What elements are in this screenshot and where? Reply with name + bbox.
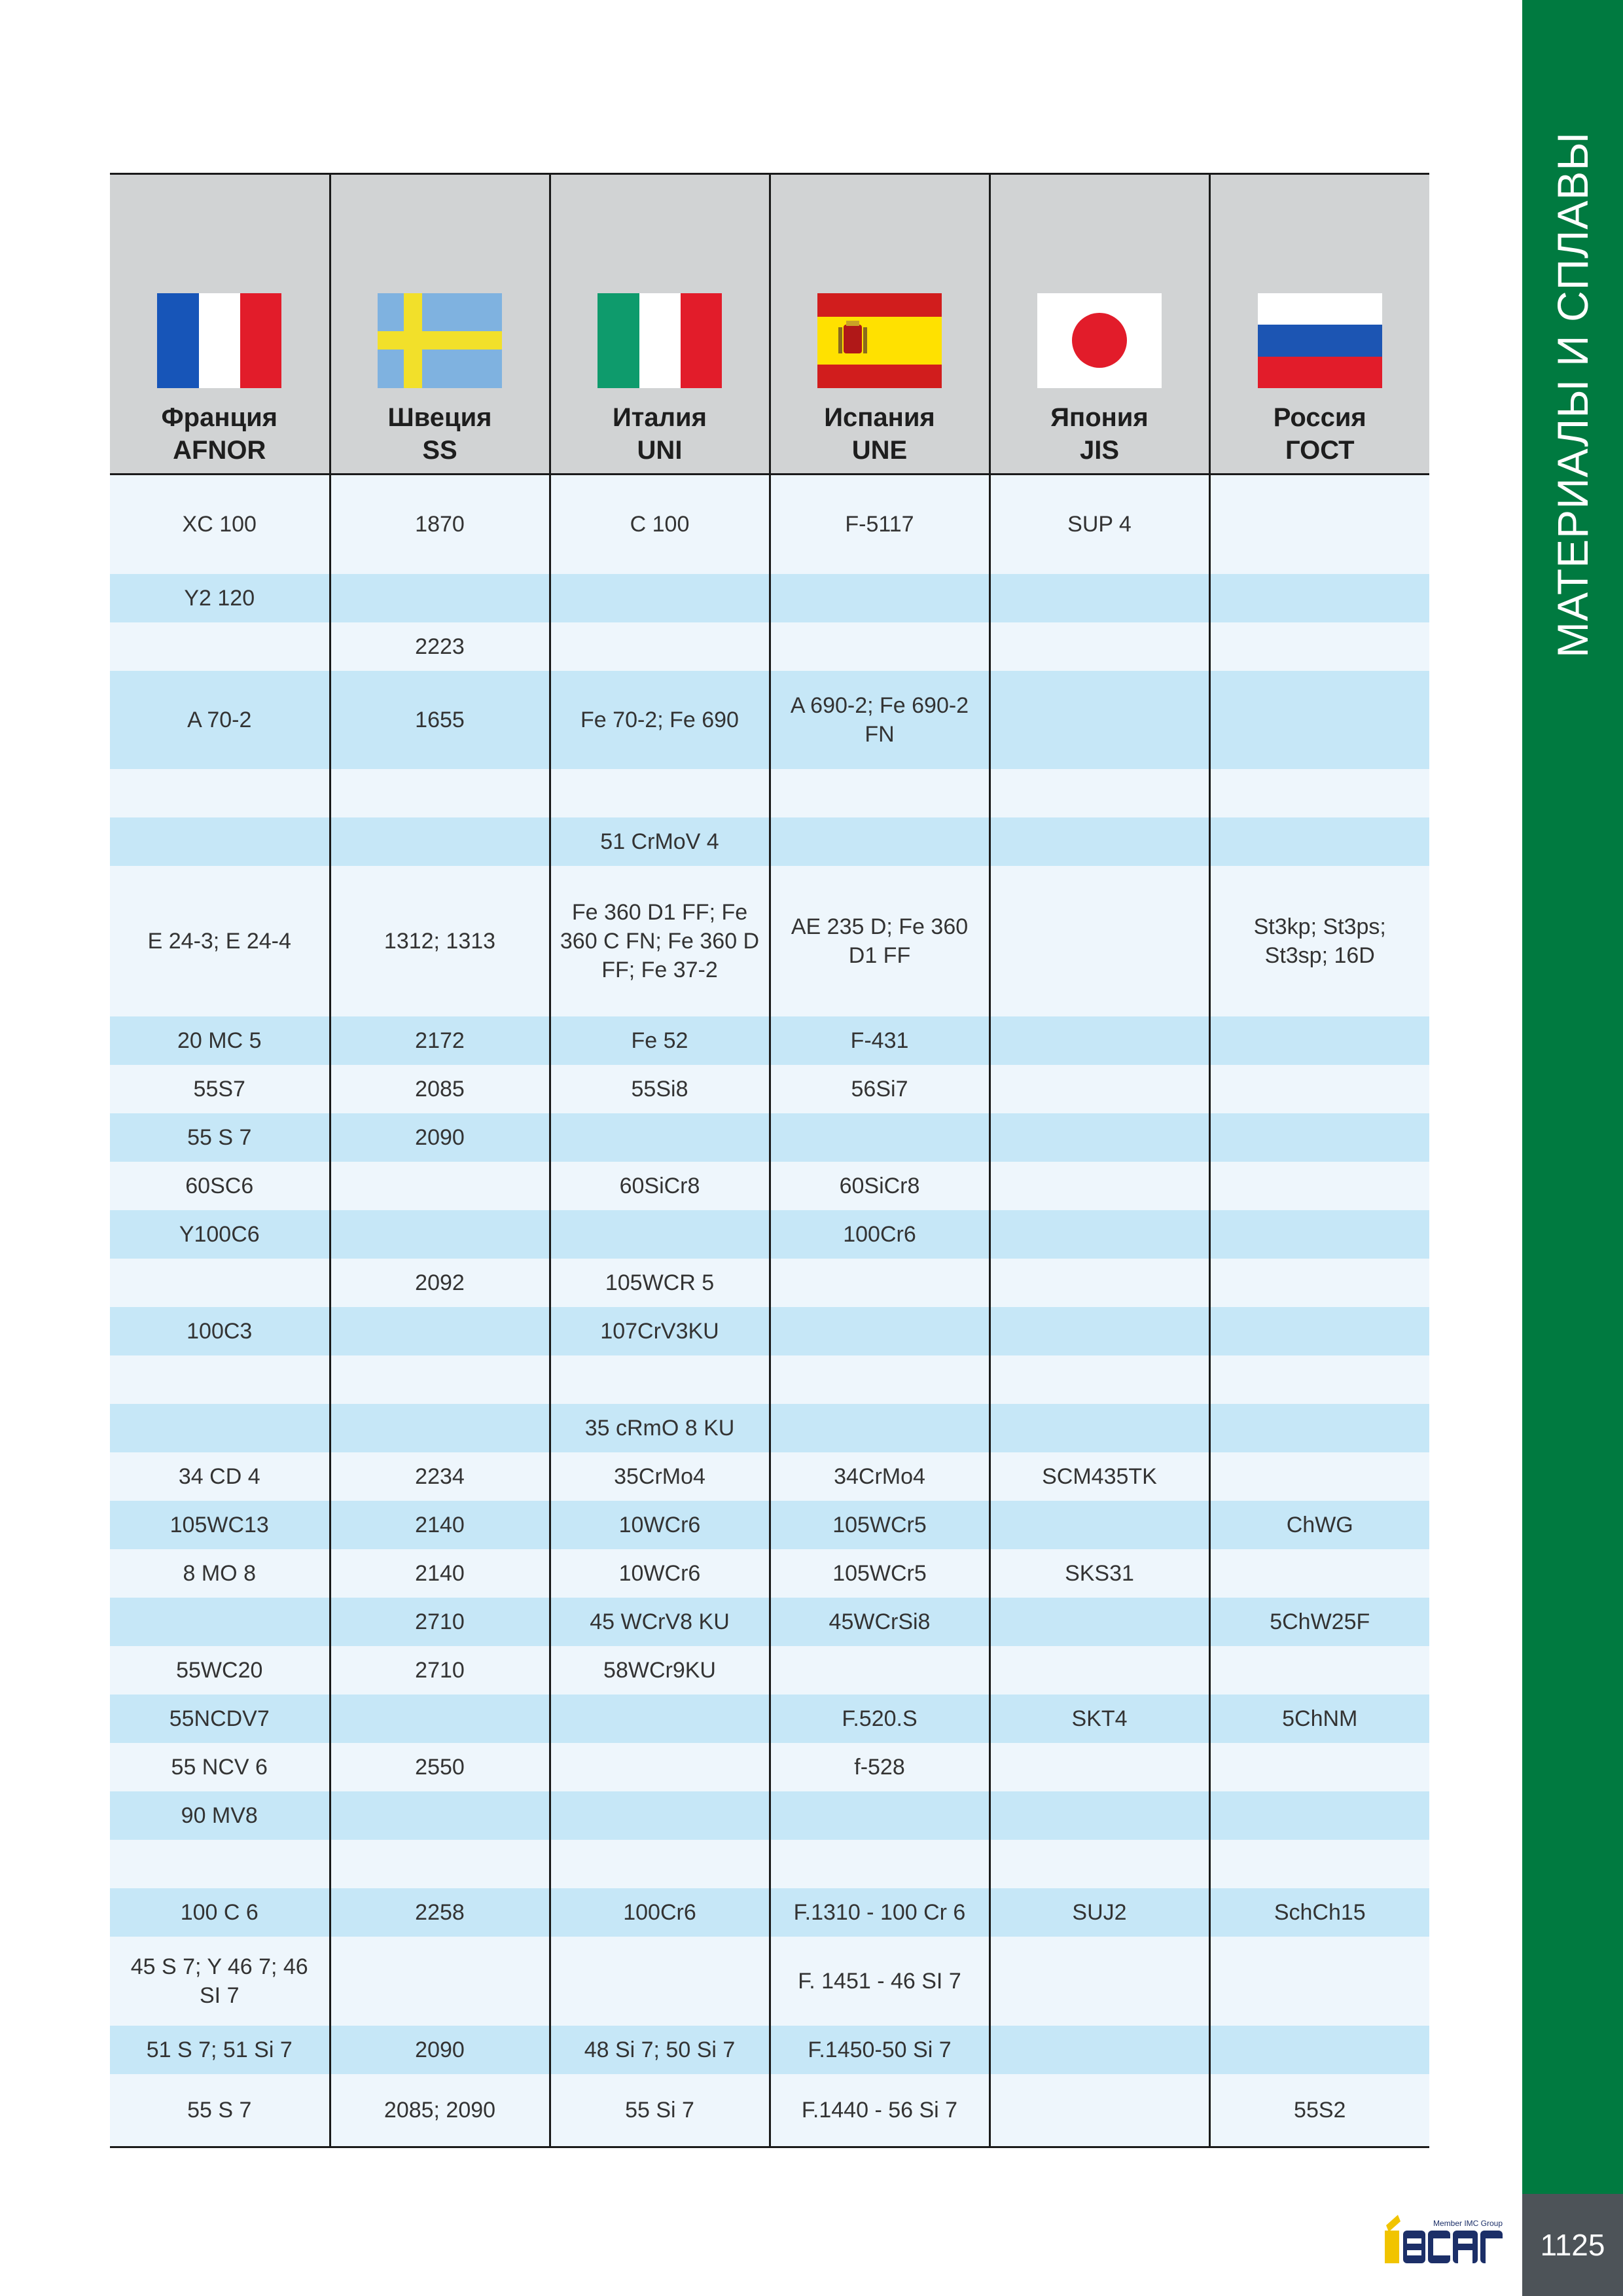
table-row [110, 1210, 1429, 1259]
table-cell [1209, 475, 1429, 574]
table-cell [110, 817, 330, 866]
table-cell [110, 1355, 330, 1404]
table-cell [990, 1937, 1209, 2026]
table-cell: 8 MO 8 [110, 1549, 330, 1598]
table-cell [990, 1743, 1209, 1791]
table-row [110, 1113, 1429, 1162]
table-cell [1209, 1016, 1429, 1065]
table-cell: SKT4 [990, 1695, 1209, 1743]
table-cell: 56Si7 [770, 1065, 990, 1113]
table-cell [550, 1743, 770, 1791]
table-cell [1209, 1162, 1429, 1210]
column-country: Япония [1050, 403, 1149, 432]
table-cell: 55 S 7 [110, 2074, 330, 2147]
table-cell: SCM435TK [990, 1452, 1209, 1501]
table-cell: 2234 [330, 1452, 550, 1501]
table-cell [1209, 1646, 1429, 1695]
table-cell: Y2 120 [110, 574, 330, 622]
column-country: Франция [161, 403, 277, 432]
table-cell: 48 Si 7; 50 Si 7 [550, 2026, 770, 2074]
table-cell: 2550 [330, 1743, 550, 1791]
table-cell [1209, 1307, 1429, 1355]
table-cell [770, 1404, 990, 1452]
table-row [110, 1791, 1429, 1840]
table-row [110, 1695, 1429, 1743]
table-cell [1209, 1259, 1429, 1307]
table-cell: 5ChNM [1209, 1695, 1429, 1743]
table-cell: 2172 [330, 1016, 550, 1065]
table-row [110, 866, 1429, 1016]
table-cell: 10WCr6 [550, 1549, 770, 1598]
table-cell: 2258 [330, 1888, 550, 1937]
table-cell: 60SiCr8 [550, 1162, 770, 1210]
column-header-france [110, 174, 330, 475]
table-cell: Y100C6 [110, 1210, 330, 1259]
france-flag-icon [157, 293, 281, 388]
column-standard: UNI [637, 436, 683, 465]
table-row [110, 1452, 1429, 1501]
table-cell: 100 C 6 [110, 1888, 330, 1937]
table-cell: SKS31 [990, 1549, 1209, 1598]
column-standard: AFNOR [173, 436, 266, 465]
table-cell [330, 1210, 550, 1259]
table-cell: 100Cr6 [550, 1888, 770, 1937]
table-cell [330, 574, 550, 622]
table-cell [1209, 1113, 1429, 1162]
table-cell [990, 1259, 1209, 1307]
table-cell: 55S2 [1209, 2074, 1429, 2147]
table-cell [770, 574, 990, 622]
table-cell: 60SC6 [110, 1162, 330, 1210]
table-cell: C 100 [550, 475, 770, 574]
table-cell [1209, 1404, 1429, 1452]
table-cell [550, 1937, 770, 2026]
table-row [110, 1888, 1429, 1937]
table-cell [1209, 1549, 1429, 1598]
table-row [110, 671, 1429, 769]
table-cell: 100Cr6 [770, 1210, 990, 1259]
table-cell: 2140 [330, 1549, 550, 1598]
table-cell: Fe 360 D1 FF; Fe 360 C FN; Fe 360 D FF; Fe 37-2 [550, 866, 770, 1016]
table-cell [550, 769, 770, 817]
table-cell: XC 100 [110, 475, 330, 574]
table-cell [990, 817, 1209, 866]
table-cell [110, 1259, 330, 1307]
table-row [110, 1162, 1429, 1210]
table-cell: 55NCDV7 [110, 1695, 330, 1743]
column-standard: SS [422, 436, 457, 465]
table-cell: 105WC13 [110, 1501, 330, 1549]
table-cell: F.1450-50 Si 7 [770, 2026, 990, 2074]
table-cell [990, 1307, 1209, 1355]
table-cell [550, 1113, 770, 1162]
table-cell [770, 1113, 990, 1162]
table-cell [110, 1404, 330, 1452]
table-cell [110, 769, 330, 817]
table-row [110, 1355, 1429, 1404]
table-cell [990, 671, 1209, 769]
table-cell: f-528 [770, 1743, 990, 1791]
table-cell [110, 1840, 330, 1888]
table-row [110, 2026, 1429, 2074]
table-cell [770, 1355, 990, 1404]
table-cell [1209, 1743, 1429, 1791]
table-cell [990, 1113, 1209, 1162]
table-cell: F.1310 - 100 Cr 6 [770, 1888, 990, 1937]
table-cell: 51 S 7; 51 Si 7 [110, 2026, 330, 2074]
table-cell [330, 817, 550, 866]
column-standard: ГОСТ [1285, 436, 1355, 465]
table-cell [550, 622, 770, 671]
column-country: Италия [613, 403, 707, 432]
table-cell: ChWG [1209, 1501, 1429, 1549]
table-cell: F-431 [770, 1016, 990, 1065]
table-cell [330, 1695, 550, 1743]
table-cell [1209, 1840, 1429, 1888]
table-cell: 10WCr6 [550, 1501, 770, 1549]
table-cell [990, 769, 1209, 817]
table-cell [770, 1840, 990, 1888]
logo-brand: iscar [1381, 2212, 1383, 2213]
table-cell [330, 1307, 550, 1355]
column-standard: JIS [1079, 436, 1120, 465]
materials-table-wrapper [110, 173, 1429, 2148]
table-cell: SUP 4 [990, 475, 1209, 574]
table-cell [110, 622, 330, 671]
table-cell: 35CrMo4 [550, 1452, 770, 1501]
column-standard: UNE [851, 436, 908, 465]
table-cell: 58WCr9KU [550, 1646, 770, 1695]
table-cell: 90 MV8 [110, 1791, 330, 1840]
table-cell [990, 1016, 1209, 1065]
table-cell [990, 622, 1209, 671]
table-cell: 2140 [330, 1501, 550, 1549]
column-country: Швеция [387, 403, 492, 432]
table-cell [770, 622, 990, 671]
table-row [110, 1501, 1429, 1549]
table-cell [990, 1598, 1209, 1646]
table-cell [1209, 1065, 1429, 1113]
table-row [110, 574, 1429, 622]
table-row [110, 1307, 1429, 1355]
table-cell: 2710 [330, 1646, 550, 1695]
table-cell [1209, 1452, 1429, 1501]
table-cell: 105WCR 5 [550, 1259, 770, 1307]
table-cell: 107CrV3KU [550, 1307, 770, 1355]
table-cell [1209, 622, 1429, 671]
table-row [110, 1937, 1429, 2026]
table-cell: 55Si8 [550, 1065, 770, 1113]
page-number: 1125 [1540, 2228, 1605, 2262]
table-cell: 55 S 7 [110, 1113, 330, 1162]
table-cell: 2090 [330, 2026, 550, 2074]
table-cell [990, 1404, 1209, 1452]
table-cell [330, 1355, 550, 1404]
table-cell: 1312; 1313 [330, 866, 550, 1016]
italy-flag-icon [597, 293, 722, 388]
table-cell: 20 MC 5 [110, 1016, 330, 1065]
column-header-japan [990, 174, 1209, 475]
table-row [110, 1646, 1429, 1695]
table-header-row [110, 174, 1429, 475]
table-cell [990, 1791, 1209, 1840]
table-cell: 45 S 7; Y 46 7; 46 SI 7 [110, 1937, 330, 2026]
column-country: Россия [1273, 403, 1366, 432]
table-row [110, 1065, 1429, 1113]
column-header-italy [550, 174, 770, 475]
spain-flag-icon [817, 293, 942, 388]
table-cell: 2085; 2090 [330, 2074, 550, 2147]
table-cell: 34CrMo4 [770, 1452, 990, 1501]
table-cell [330, 1162, 550, 1210]
table-cell: 60SiCr8 [770, 1162, 990, 1210]
table-cell: Fe 52 [550, 1016, 770, 1065]
table-cell [1209, 1937, 1429, 2026]
table-cell [990, 866, 1209, 1016]
table-cell [330, 1404, 550, 1452]
table-cell [330, 1937, 550, 2026]
table-cell: St3kp; St3ps; St3sp; 16D [1209, 866, 1429, 1016]
table-row [110, 1016, 1429, 1065]
table-cell [1209, 1791, 1429, 1840]
table-cell [1209, 817, 1429, 866]
page-number-box [1522, 2194, 1623, 2296]
table-cell [990, 1162, 1209, 1210]
table-cell [990, 574, 1209, 622]
table-row [110, 1259, 1429, 1307]
table-cell [770, 769, 990, 817]
table-cell: 1870 [330, 475, 550, 574]
table-cell: 55 NCV 6 [110, 1743, 330, 1791]
table-cell: Fe 70-2; Fe 690 [550, 671, 770, 769]
column-header-sweden [330, 174, 550, 475]
table-cell: SUJ2 [990, 1888, 1209, 1937]
table-cell: 55 Si 7 [550, 2074, 770, 2147]
table-cell: F.1440 - 56 Si 7 [770, 2074, 990, 2147]
table-cell: 2710 [330, 1598, 550, 1646]
table-cell: 5ChW25F [1209, 1598, 1429, 1646]
table-cell: 2090 [330, 1113, 550, 1162]
table-cell [330, 1840, 550, 1888]
japan-flag-icon [1037, 293, 1162, 388]
table-cell: 2092 [330, 1259, 550, 1307]
table-cell [990, 1065, 1209, 1113]
table-row [110, 1549, 1429, 1598]
table-cell: E 24-3; E 24-4 [110, 866, 330, 1016]
table-cell [770, 1259, 990, 1307]
table-cell [1209, 769, 1429, 817]
table-cell: 55WC20 [110, 1646, 330, 1695]
column-country: Испания [824, 403, 935, 432]
table-cell: 2223 [330, 622, 550, 671]
table-cell [1209, 574, 1429, 622]
table-cell [990, 1355, 1209, 1404]
table-cell [550, 1355, 770, 1404]
table-row [110, 1840, 1429, 1888]
column-header-russia [1209, 174, 1429, 475]
table-cell: SchCh15 [1209, 1888, 1429, 1937]
table-cell: 2085 [330, 1065, 550, 1113]
table-cell: F-5117 [770, 475, 990, 574]
table-row [110, 1598, 1429, 1646]
table-cell: A 70-2 [110, 671, 330, 769]
logo-tagline: Member IMC Group [1433, 2219, 1503, 2228]
table-cell: 100C3 [110, 1307, 330, 1355]
table-cell [550, 1840, 770, 1888]
table-cell: 45WCrSi8 [770, 1598, 990, 1646]
table-row [110, 769, 1429, 817]
table-row [110, 1404, 1429, 1452]
table-cell [990, 1210, 1209, 1259]
table-cell [990, 1840, 1209, 1888]
table-row [110, 2074, 1429, 2147]
table-cell: 55S7 [110, 1065, 330, 1113]
table-cell [1209, 671, 1429, 769]
table-cell: F. 1451 - 46 SI 7 [770, 1937, 990, 2026]
table-row [110, 622, 1429, 671]
table-cell: 105WCr5 [770, 1549, 990, 1598]
table-cell [1209, 1210, 1429, 1259]
table-cell: 51 CrMoV 4 [550, 817, 770, 866]
table-cell [110, 1598, 330, 1646]
table-cell [550, 1791, 770, 1840]
table-cell: A 690-2; Fe 690-2 FN [770, 671, 990, 769]
table-cell [990, 1501, 1209, 1549]
table-cell [550, 574, 770, 622]
table-row [110, 817, 1429, 866]
sweden-flag-icon [378, 293, 502, 388]
table-cell [990, 2026, 1209, 2074]
table-cell [770, 1646, 990, 1695]
table-cell: F.520.S [770, 1695, 990, 1743]
table-cell [770, 1791, 990, 1840]
russia-flag-icon [1258, 293, 1382, 388]
table-cell [770, 817, 990, 866]
table-cell [1209, 2026, 1429, 2074]
table-cell [330, 769, 550, 817]
table-cell [330, 1791, 550, 1840]
table-cell [770, 1307, 990, 1355]
materials-table [110, 173, 1429, 2148]
table-cell [550, 1695, 770, 1743]
table-row [110, 1743, 1429, 1791]
table-cell: 34 CD 4 [110, 1452, 330, 1501]
table-cell [990, 2074, 1209, 2147]
table-body [110, 475, 1429, 2147]
table-cell [1209, 1355, 1429, 1404]
column-header-spain [770, 174, 990, 475]
section-title: МАТЕРИАЛЫ И СПЛАВЫ [1548, 132, 1597, 658]
table-cell: 105WCr5 [770, 1501, 990, 1549]
table-cell: 1655 [330, 671, 550, 769]
table-row [110, 475, 1429, 574]
table-cell [550, 1210, 770, 1259]
table-cell: AE 235 D; Fe 360 D1 FF [770, 866, 990, 1016]
table-cell: 35 cRmO 8 KU [550, 1404, 770, 1452]
table-cell [990, 1646, 1209, 1695]
table-cell: 45 WCrV8 KU [550, 1598, 770, 1646]
